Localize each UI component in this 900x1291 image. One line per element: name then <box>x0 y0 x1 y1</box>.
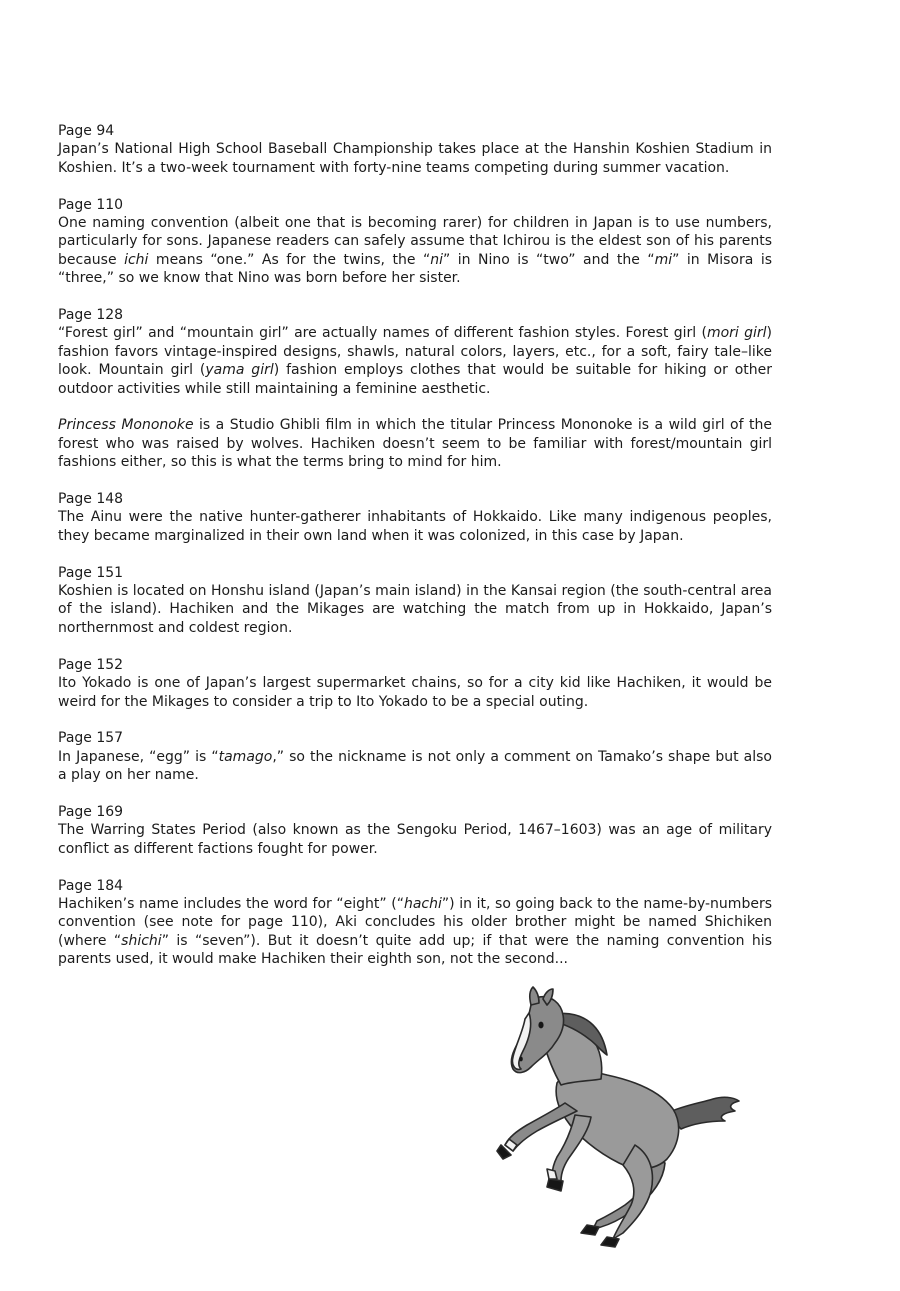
foal-hoof <box>547 1179 563 1191</box>
note-text-run: is a Studio Ghibli film in which the titular Princess Mononoke is a wild girl of the forest who was raised by wolves. Hachiken doesn’t seem to be familiar with forest/mountain girl fashions either, so this is what the terms bring to mind for him. <box>58 417 772 471</box>
note-text <box>58 214 772 288</box>
note-text <box>58 674 772 711</box>
note-page-label: Page 128 <box>58 307 124 324</box>
foal-sock <box>547 1169 557 1179</box>
note-text-run: ” in Nino is “two” and the “ <box>442 251 655 268</box>
note-block <box>58 490 772 545</box>
note-block <box>58 729 772 784</box>
note-text <box>58 324 772 398</box>
note-block <box>58 656 772 711</box>
note-text-run: Japan’s National High School Baseball Championship takes place at the Hanshin Koshien Stadium in Koshien. It’s a two-week tournament with forty-nine teams competing during summer vacation. <box>58 141 772 176</box>
note-block <box>58 564 772 638</box>
note-text-run: ”) in it, so going back to the name-by-numbers convention (see note for page 110), Aki concludes his older brother might be named Shichiken (where “ <box>58 895 772 949</box>
note-text <box>58 748 772 785</box>
note-text <box>58 582 772 637</box>
note-text-run: Ito Yokado is one of Japan’s largest supermarket chains, so for a city kid like Hachiken, it would be weird for the Mikages to consider a trip to Ito Yokado to be a special outing. <box>58 675 772 710</box>
note-italic-term: Princess Mononoke <box>58 417 194 434</box>
note-text <box>58 416 772 471</box>
foal-near-front-leg <box>552 1115 591 1181</box>
note-text-run: means “one.” As for the twins, the “ <box>148 251 431 268</box>
note-block <box>58 122 772 177</box>
note-italic-term: mi <box>654 251 673 268</box>
note-page-label: Page 169 <box>58 803 124 820</box>
note-page-label: Page 148 <box>58 491 124 508</box>
note-text-run: Koshien is located on Honshu island (Japan’s main island) in the Kansai region (the south-central area of the island). Hachiken and the Mikages are watching the match from up in Hokkaido, Japan’s northernmost and coldest region. <box>58 583 772 636</box>
note-text <box>58 508 772 545</box>
note-text <box>58 821 772 858</box>
foal-nostril <box>519 1057 523 1062</box>
foal-illustration-icon <box>495 985 745 1250</box>
note-page-label: Page 157 <box>58 730 124 747</box>
note-text-run: The Warring States Period (also known as the Sengoku Period, 1467–1603) was an age of military conflict as different factions fought for power. <box>58 822 772 857</box>
note-page-label: Page 184 <box>58 877 124 894</box>
note-text-run: ) fashion employs clothes that would be suitable for hiking or other outdoor activities while still maintaining a feminine aesthetic. <box>58 362 772 397</box>
note-italic-term: ichi <box>124 251 149 268</box>
note-page-label: Page 151 <box>58 564 124 581</box>
foal-hoof <box>581 1225 599 1235</box>
note-page-label: Page 152 <box>58 656 124 673</box>
note-italic-term: yama girl <box>205 362 274 379</box>
note-text-run: “Forest girl” and “mountain girl” are actually names of different fashion styles. Forest girl ( <box>58 325 707 342</box>
note-block <box>58 196 772 288</box>
note-text-run: The Ainu were the native hunter-gatherer inhabitants of Hokkaido. Like many indigenous peoples, they became marginalized in their own land when it was colonized, in this case by Japan. <box>58 509 772 544</box>
note-text-run: Hachiken’s name includes the word for “eight” (“ <box>58 895 404 912</box>
foal-hoof <box>601 1237 619 1247</box>
note-block <box>58 416 772 471</box>
note-text-run: In Japanese, “egg” is “ <box>58 748 219 765</box>
note-text-run: ” is “seven”). But it doesn’t quite add up; if that were the naming convention his parents used, it would make Hachiken their eighth son, not the second... <box>58 932 772 968</box>
foal-eye <box>538 1022 543 1029</box>
note-italic-term: hachi <box>403 895 442 912</box>
note-block <box>58 306 772 398</box>
foal-ear-left <box>530 987 539 1005</box>
note-italic-term: mori girl <box>706 325 767 342</box>
note-text <box>58 140 772 177</box>
note-page-label: Page 94 <box>58 123 115 139</box>
note-text-run: ) fashion favors vintage-inspired designs, shawls, natural colors, layers, etc., for a soft, fairy tale–like look. Mountain girl ( <box>58 325 772 379</box>
note-text-run: ” in Misora is “three,” so we know that Nino was born before her sister. <box>58 251 772 287</box>
note-text-run: ,” so the nickname is not only a comment on Tamako’s shape but also a play on her name. <box>58 748 772 784</box>
note-italic-term: ni <box>430 251 443 268</box>
note-page-label: Page 110 <box>58 196 124 213</box>
note-block <box>58 877 772 969</box>
note-italic-term: shichi <box>121 932 162 949</box>
note-block <box>58 803 772 858</box>
note-text-run: One naming convention (albeit one that is becoming rarer) for children in Japan is to use numbers, particularly for sons. Japanese readers can safely assume that Ichirou is the eldest son of his parents because <box>58 215 772 268</box>
translation-notes <box>58 122 772 987</box>
note-text <box>58 895 772 969</box>
note-italic-term: tamago <box>218 748 273 765</box>
